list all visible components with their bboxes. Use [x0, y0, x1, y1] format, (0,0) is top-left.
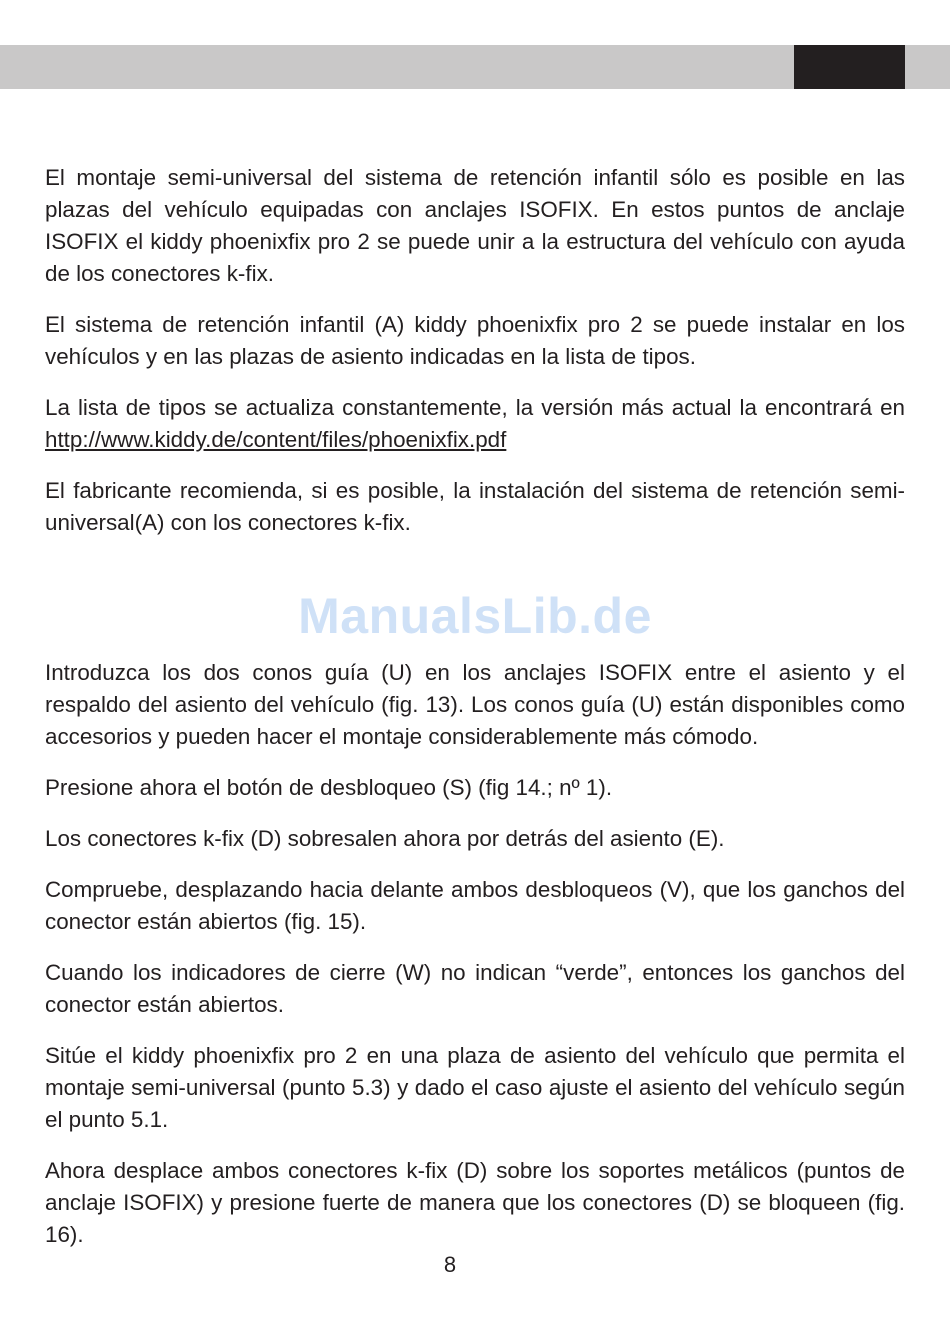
paragraph-type-list-update [45, 392, 905, 456]
paragraph-connectors-protrude: Los conectores k-fix (D) sobresalen ahora por detrás del asiento (E). [45, 826, 725, 851]
paragraph-lock-indicators: Cuando los indicadores de cierre (W) no indican “verde”, entonces los ganchos del conector están abiertos. [45, 960, 905, 1017]
paragraph-semi-universal-intro: El montaje semi-universal del sistema de retención infantil sólo es posible en las plazas del vehículo equipadas con anclajes ISOFIX. En estos puntos de anclaje ISOFIX el kiddy phoenixfix pro 2 se puede unir a la estructura del vehículo con ayuda de los conectores k-fix. [45, 165, 905, 286]
paragraph-release-button: Presione ahora el botón de desbloqueo (S) (fig 14.; nº 1). [45, 775, 613, 800]
paragraph-manufacturer-recommendation: El fabricante recomienda, si es posible, la instalación del sistema de retención semi-universal(A) con los conectores k-fix. [45, 478, 905, 535]
header-tab [794, 45, 905, 89]
page-number: 8 [443, 1252, 457, 1277]
paragraph-check-hooks: Compruebe, desplazando hacia delante ambos desbloqueos (V), que los ganchos del conector están abiertos (fig. 15). [45, 877, 905, 934]
paragraph-place-seat: Sitúe el kiddy phoenixfix pro 2 en una plaza de asiento del vehículo que permita el montaje semi-universal (punto 5.3) y dado el caso ajuste el asiento del vehículo según el punto 5.1. [45, 1043, 905, 1132]
paragraph-guide-cones: Introduzca los dos conos guía (U) en los anclajes ISOFIX entre el asiento y el respaldo del asiento del vehículo (fig. 13). Los conos guía (U) están disponibles como accesorios y pueden hacer el montaje considerablemente más cómodo. [45, 660, 905, 749]
paragraph-installation-list: El sistema de retención infantil (A) kiddy phoenixfix pro 2 se puede instalar en los vehículos y en las plazas de asiento indicadas en la lista de tipos. [45, 312, 905, 369]
type-list-link[interactable]: http://www.kiddy.de/content/files/phoenixfix.pdf [45, 427, 507, 452]
paragraph-engage-connectors: Ahora desplace ambos conectores k-fix (D) sobre los soportes metálicos (puntos de anclaje ISOFIX) y presione fuerte de manera que los conectores (D) se bloqueen (fig. 16). [45, 1158, 905, 1247]
section-installation-steps [45, 657, 905, 1270]
section-semi-universal [45, 162, 905, 558]
paragraph-type-list-text: La lista de tipos se actualiza constantemente, la versión más actual la encontrará en [45, 395, 905, 420]
watermark: ManualsLib.de [298, 588, 652, 644]
